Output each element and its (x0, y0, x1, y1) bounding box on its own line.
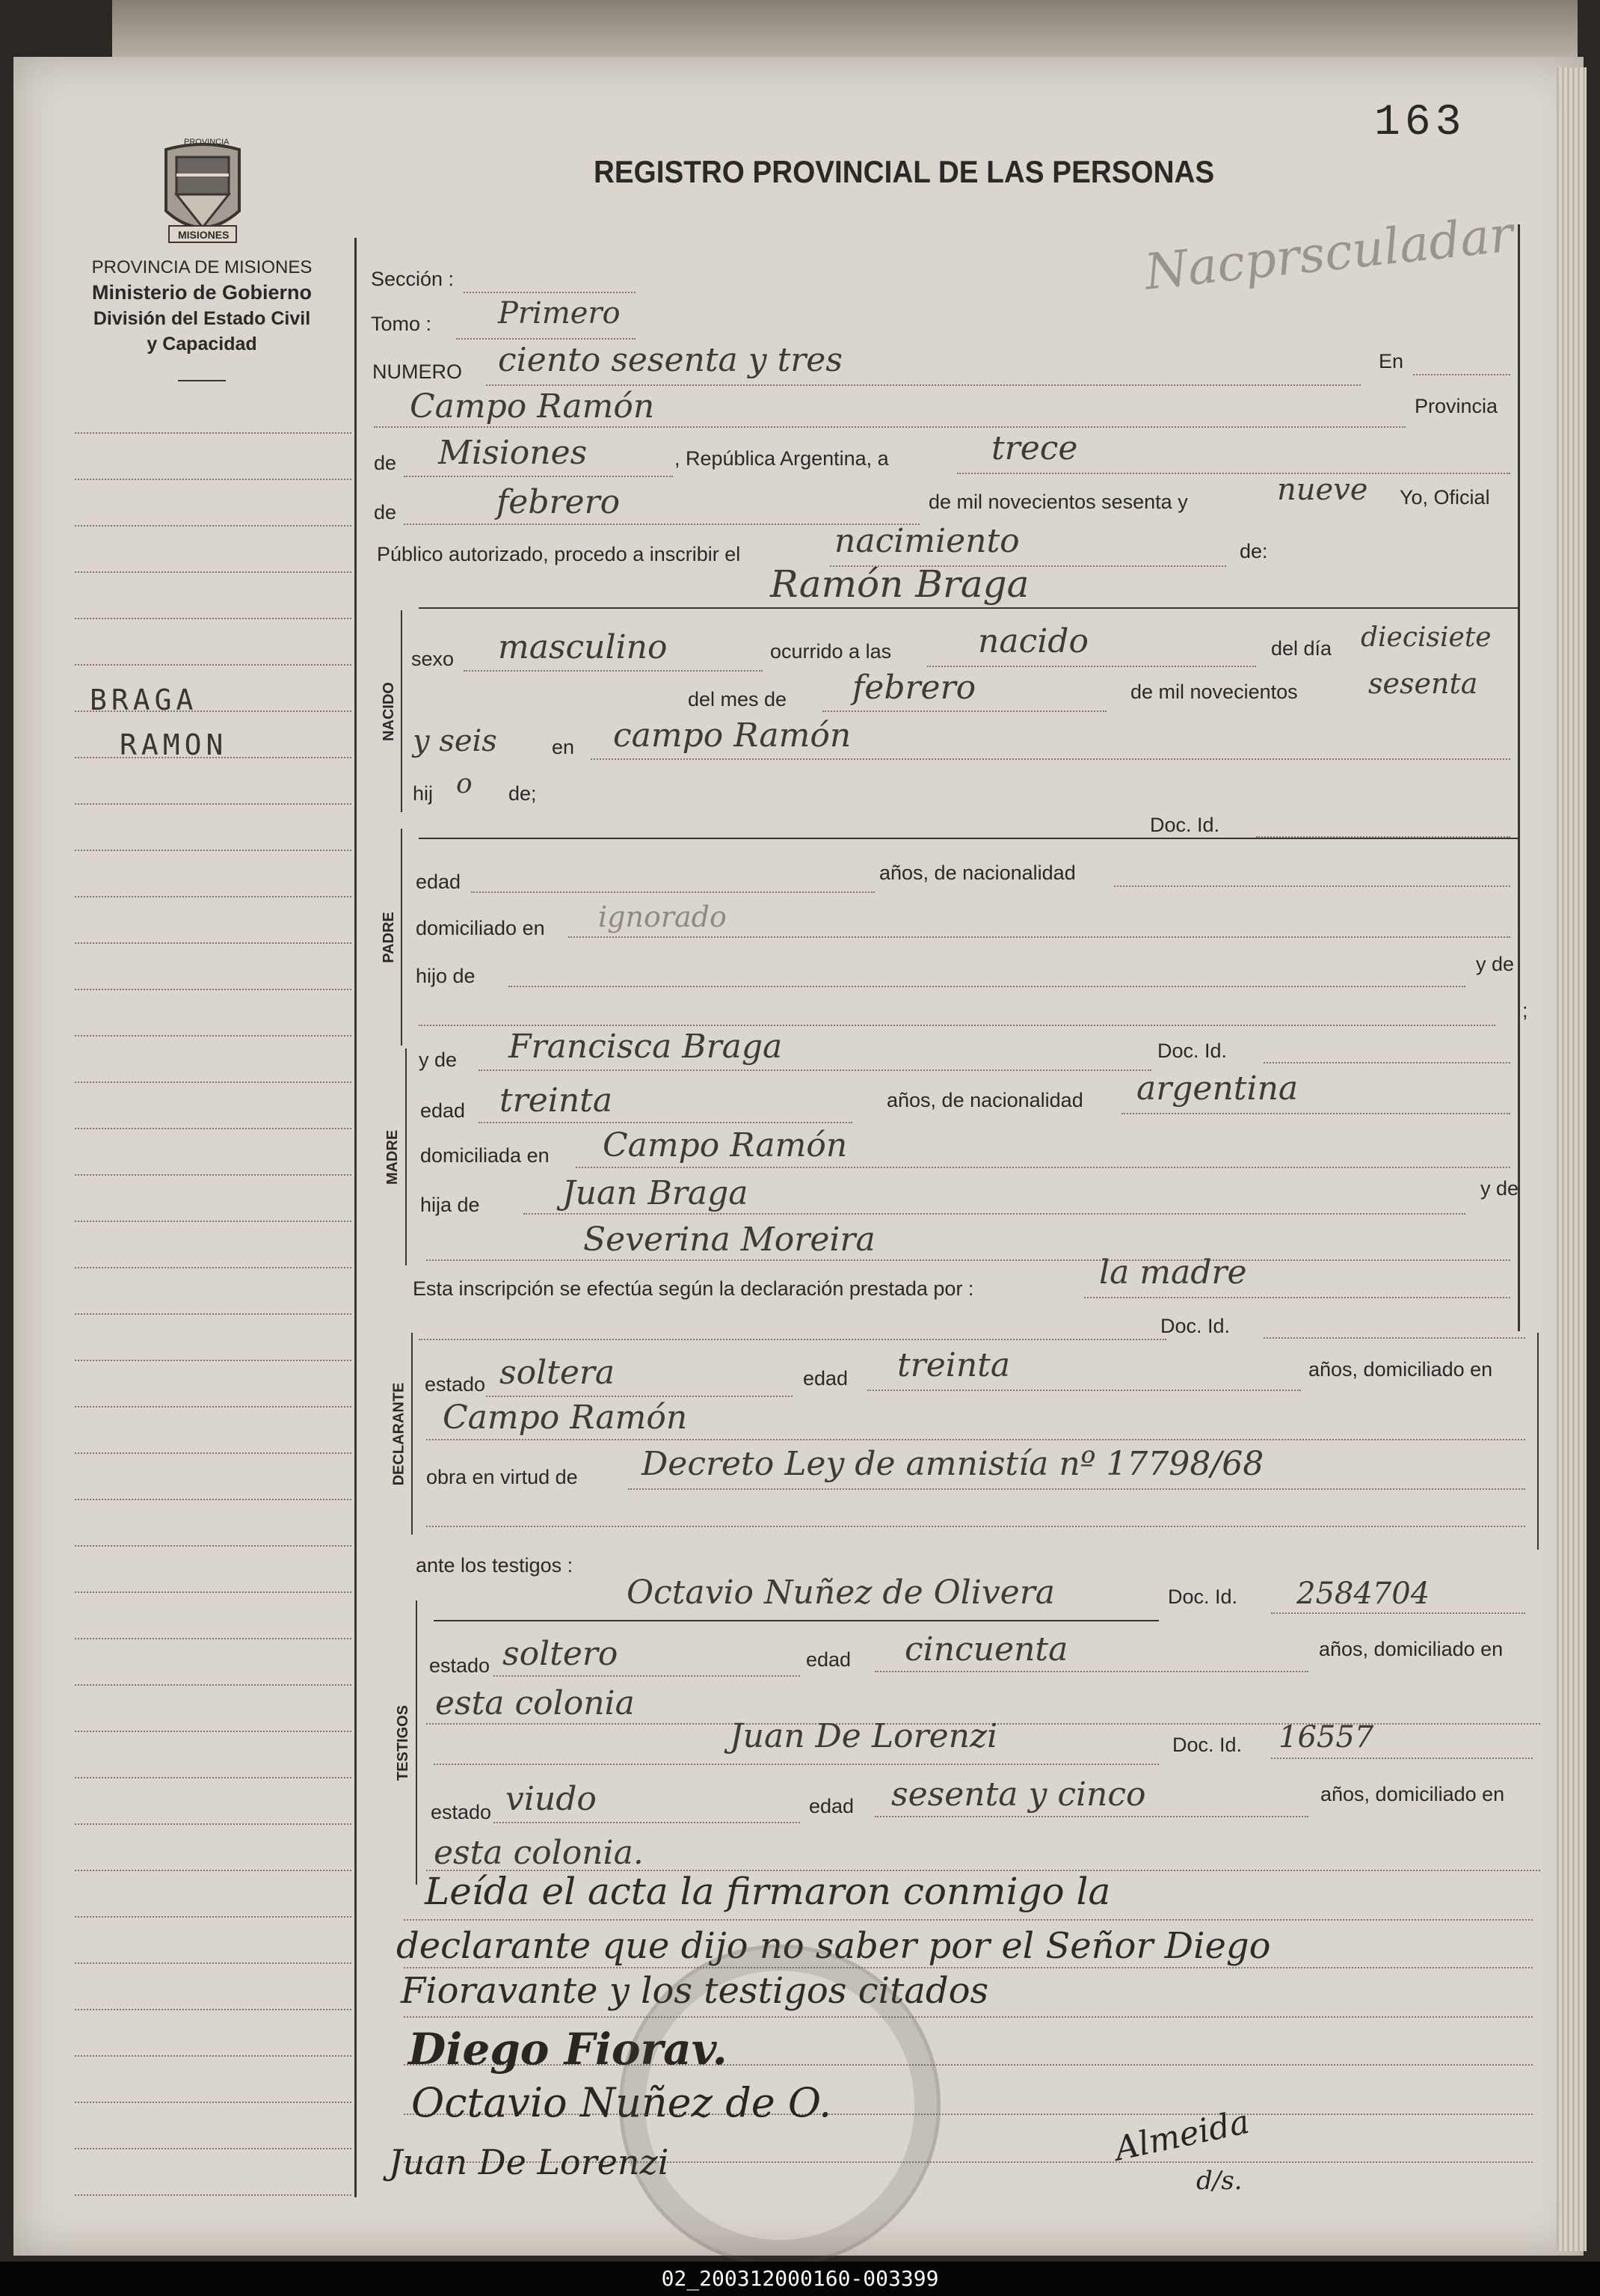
decreto-line (628, 1488, 1525, 1490)
madre-y-de-2-label: y de (1480, 1177, 1519, 1200)
margin-line (75, 1452, 351, 1454)
madre-line (479, 1069, 1151, 1071)
ocurrido-label: ocurrido a las (770, 640, 892, 663)
declarante-right-rule (1537, 1333, 1539, 1550)
lugar-nac-value: campo Ramón (613, 716, 852, 755)
margin-line (75, 1823, 351, 1825)
madre-edad-label: edad (420, 1099, 466, 1122)
margin-line (75, 2055, 351, 2057)
t2-edad-label: edad (809, 1795, 855, 1817)
de-mil-nov-label: de mil novecientos (1130, 681, 1298, 703)
office-ministry: Ministerio de Gobierno (91, 281, 313, 304)
madre-y-de-label: y de (419, 1049, 458, 1071)
declarante-line (1084, 1297, 1510, 1298)
margin-line (75, 525, 351, 527)
margin-line (75, 1267, 351, 1268)
madre-padre-line (523, 1213, 1465, 1215)
margin-line (75, 896, 351, 897)
cierre-line-1: Leída el acta la firmaron conmigo la (425, 1870, 1111, 1913)
right-border-rule (1518, 224, 1520, 1331)
madre-nac-line (1121, 1113, 1510, 1114)
del-dia-label: del día (1271, 637, 1332, 660)
margin-line (75, 2148, 351, 2149)
de-label: de (374, 452, 397, 474)
t2-estado-label: estado (431, 1801, 492, 1823)
madre-doc-line (1264, 1062, 1510, 1063)
yo-oficial-label: Yo, Oficial (1400, 486, 1490, 509)
publico-label: Público autorizado, procedo a inscribir el (377, 543, 741, 565)
margin-line (75, 664, 351, 666)
sexo-value: masculino (498, 628, 668, 666)
decl-dom-label: años, domiciliado en (1308, 1358, 1493, 1381)
padre-dom-value: ignorado (598, 900, 727, 933)
lugar-line (374, 426, 1406, 428)
nombre-value: Ramón Braga (770, 562, 1030, 606)
madre-nac-label: años, de nacionalidad (887, 1089, 1083, 1111)
margin-line (75, 432, 351, 434)
margin-line (75, 1777, 351, 1778)
testigo2-line (434, 1764, 1159, 1765)
t2-estado-value: viudo (505, 1780, 597, 1818)
en-line (1413, 374, 1510, 375)
margin-line (75, 618, 351, 619)
acto-value: nacimiento (834, 522, 1020, 560)
padre-y-de-label: y de (1476, 953, 1515, 975)
doc-id-label-5: Doc. Id. (1172, 1734, 1243, 1756)
testigo1-line (434, 1620, 1159, 1621)
madre-nac-value: argentina (1136, 1069, 1299, 1108)
signature-official-suffix: d/s. (1196, 2166, 1243, 2196)
nombre-line (419, 607, 1518, 609)
t2-edad-line (875, 1816, 1308, 1817)
margin-line (75, 1128, 351, 1129)
page-number: 163 (1374, 99, 1466, 147)
coat-of-arms-motto: PROVINCIA (184, 138, 230, 147)
lugar-value: Campo Ramón (410, 387, 655, 426)
en-lc-label: en (552, 736, 575, 758)
tomo-value: Primero (498, 296, 621, 331)
decreto-value: Decreto Ley de amnistía nº 17798/68 (641, 1445, 1264, 1483)
padre-dom-line (568, 936, 1510, 938)
margin-line (75, 1962, 351, 1964)
decl-edad-label: edad (803, 1367, 849, 1390)
mes-nac-line (822, 710, 1107, 712)
declarante-line-2 (419, 1339, 1166, 1340)
doc-id-label-1: Doc. Id. (1150, 814, 1220, 836)
padre-edad-line (471, 891, 875, 893)
hij-doc-line (1256, 836, 1510, 838)
decl-dom-line (426, 1439, 1525, 1440)
obra-label: obra en virtud de (426, 1466, 578, 1488)
decl-estado-line (486, 1396, 793, 1397)
madre-padre-value: Juan Braga (562, 1174, 748, 1212)
hij-line (419, 838, 1518, 839)
sexo-label: sexo (411, 648, 455, 670)
ante-label: ante los testigos : (416, 1554, 573, 1577)
margin-line (75, 1499, 351, 1500)
office-underline (178, 380, 226, 381)
madre-madre-line (426, 1259, 1510, 1261)
signature-official: Almeida (1111, 2102, 1253, 2169)
anio-nac-a-value: sesenta (1368, 667, 1478, 700)
margin-line (75, 1221, 351, 1222)
doc-id-label-2: Doc. Id. (1157, 1040, 1228, 1062)
margin-line (75, 1638, 351, 1639)
cierre-rule-3 (404, 2016, 1533, 2018)
cierre-rule-1 (404, 1919, 1533, 1921)
signature-octavio: Octavio Nuñez de O. (411, 2079, 832, 2126)
official-seal (619, 1944, 941, 2266)
padre-hijo-line (508, 986, 1465, 987)
margin-line (75, 1916, 351, 1918)
hora-value: nacido (978, 622, 1089, 660)
scan-filename: 02_200312000160-003399 (661, 2266, 939, 2291)
margin-line (75, 1684, 351, 1686)
margin-line (75, 1313, 351, 1315)
coat-of-arms-caption: MISIONES (178, 229, 230, 241)
decl-estado-label: estado (425, 1373, 486, 1396)
hij-suffix-value: o (456, 769, 473, 799)
office-division: División del Estado Civil (93, 308, 311, 329)
provincia-value: Misiones (438, 434, 588, 472)
provincia-line (404, 476, 673, 477)
seccion-line (464, 292, 636, 293)
t1-edad-label: edad (806, 1648, 852, 1671)
signature-juan: Juan De Lorenzi (389, 2142, 669, 2182)
madre-madre-value: Severina Moreira (583, 1221, 876, 1259)
t2-edad-value: sesenta y cinco (891, 1775, 1146, 1814)
faded-stamp: Nacprsculadar (1142, 205, 1516, 301)
margin-line (75, 942, 351, 944)
padre-edad-label: edad (416, 871, 461, 893)
decl-edad-value: treinta (897, 1346, 1011, 1384)
t2-dom-label: años, domiciliado en (1320, 1783, 1505, 1805)
coat-of-arms-icon (159, 139, 247, 247)
margin-line (75, 1731, 351, 1732)
provincia-label: Provincia (1415, 395, 1498, 417)
madre-value: Francisca Braga (508, 1028, 783, 1066)
t2-estado-line (493, 1822, 800, 1823)
signature-diego: Diego Fiorav. (408, 2024, 727, 2075)
lugar-nac-line (591, 758, 1510, 760)
declarante-value: la madre (1099, 1253, 1247, 1292)
margin-line (75, 1035, 351, 1037)
cierre-line-3: Fioravante y los testigos citados (401, 1970, 989, 2012)
main-column-rule (354, 238, 357, 2197)
numero-label: NUMERO (372, 360, 462, 383)
testigo1-value: Octavio Nuñez de Olivera (627, 1574, 1055, 1612)
margin-line (75, 2102, 351, 2103)
madre-dom-label: domiciliada en (420, 1144, 550, 1167)
office-province: PROVINCIA DE MISIONES (91, 257, 313, 277)
de-semi-label: de; (508, 782, 537, 805)
padre-semicolon: ; (1522, 999, 1528, 1022)
dia-value: trece (991, 429, 1078, 467)
padre-nac-label: años, de nacionalidad (879, 862, 1076, 884)
tomo-line (456, 338, 636, 340)
t1-estado-label: estado (429, 1654, 490, 1677)
margin-line (75, 2009, 351, 2010)
margin-line (75, 1174, 351, 1176)
madre-dom-value: Campo Ramón (603, 1126, 848, 1164)
republica-label: , República Argentina, a (674, 447, 889, 470)
testigo1-doc-value: 2584704 (1296, 1577, 1430, 1611)
doc-id-label-3: Doc. Id. (1160, 1315, 1231, 1337)
margin-note-name: RAMON (120, 728, 228, 761)
margin-line (75, 571, 351, 573)
madre-dom-line (576, 1167, 1510, 1168)
declarante-section-label: DECLARANTE (390, 1382, 407, 1485)
numero-line (486, 384, 1361, 386)
anio-nac-b-value: y seis (413, 724, 497, 758)
numero-value: ciento sesenta y tres (498, 341, 843, 379)
padre-nac-line (1114, 885, 1510, 887)
t1-estado-line (493, 1675, 800, 1677)
dia-nac-value: diecisiete (1361, 622, 1492, 653)
page-title: REGISTRO PROVINCIAL DE LAS PERSONAS (594, 154, 1215, 189)
nacido-section-label: NACIDO (380, 681, 397, 741)
decl-estado-value: soltera (499, 1354, 615, 1392)
scan-footer (0, 2262, 1600, 2296)
del-mes-label: del mes de (688, 688, 787, 710)
de-label-2: de (374, 501, 397, 524)
t1-edad-line (875, 1671, 1308, 1672)
testigo2-doc-value: 16557 (1279, 1720, 1374, 1755)
dia-line (957, 473, 1510, 474)
margin-line (75, 989, 351, 990)
de-colon-label: de: (1240, 540, 1268, 562)
hora-line (927, 666, 1256, 667)
margin-line (75, 803, 351, 805)
t2-dom-value: esta colonia. (434, 1834, 644, 1872)
padre-extra-line (419, 1025, 1495, 1026)
margin-line (75, 1870, 351, 1871)
margin-line (75, 1591, 351, 1593)
padre-section-label: PADRE (380, 911, 397, 963)
madre-edad-line (479, 1122, 852, 1123)
t1-dom-value: esta colonia (435, 1684, 635, 1722)
testigo1-doc-line (1271, 1612, 1525, 1614)
office-capacity: y Capacidad (147, 334, 257, 354)
madre-edad-value: treinta (499, 1081, 613, 1120)
padre-hijo-label: hijo de (416, 965, 476, 987)
mes-value: febrero (496, 483, 621, 521)
t1-edad-value: cincuenta (905, 1630, 1068, 1669)
padre-dom-label: domiciliado en (416, 917, 545, 939)
margin-line (75, 1545, 351, 1547)
cierre-line-2: declarante que dijo no saber por el Señor Diego (396, 1925, 1271, 1967)
margin-line (75, 850, 351, 851)
margin-line (75, 1406, 351, 1408)
margin-note-surname: BRAGA (90, 684, 198, 716)
decl-edad-line (867, 1390, 1301, 1391)
decreto-line-2 (426, 1526, 1525, 1527)
inscripcion-label: Esta inscripción se efectúa según la declaración prestada por : (413, 1277, 974, 1300)
decl-dom-value: Campo Ramón (443, 1399, 688, 1437)
margin-line (75, 479, 351, 480)
mes-nac-value: febrero (852, 669, 976, 707)
margin-line (75, 1081, 351, 1083)
testigos-section-label: TESTIGOS (395, 1704, 412, 1781)
t1-estado-value: soltero (502, 1635, 618, 1673)
margin-line (75, 1360, 351, 1361)
declarante-doc-line (1264, 1337, 1525, 1339)
page-stack-edge (1557, 67, 1587, 2251)
anio-value: nueve (1277, 473, 1368, 507)
margin-line (75, 2194, 351, 2196)
sexo-line (464, 670, 763, 672)
madre-hija-label: hija de (420, 1194, 480, 1216)
cierre-rule-2 (404, 1967, 1533, 1968)
testigo2-value: Juan De Lorenzi (730, 1717, 998, 1755)
madre-section-label: MADRE (384, 1129, 401, 1185)
seccion-label: Sección : (371, 268, 455, 290)
hij-label: hij (413, 782, 434, 805)
doc-id-label-4: Doc. Id. (1168, 1586, 1238, 1608)
mil-nov-label: de mil novecientos sesenta y (929, 491, 1188, 513)
testigo2-doc-line (1271, 1758, 1533, 1759)
en-label: En (1379, 350, 1404, 372)
tomo-label: Tomo : (371, 313, 432, 335)
t1-dom-label: años, domiciliado en (1319, 1638, 1504, 1660)
